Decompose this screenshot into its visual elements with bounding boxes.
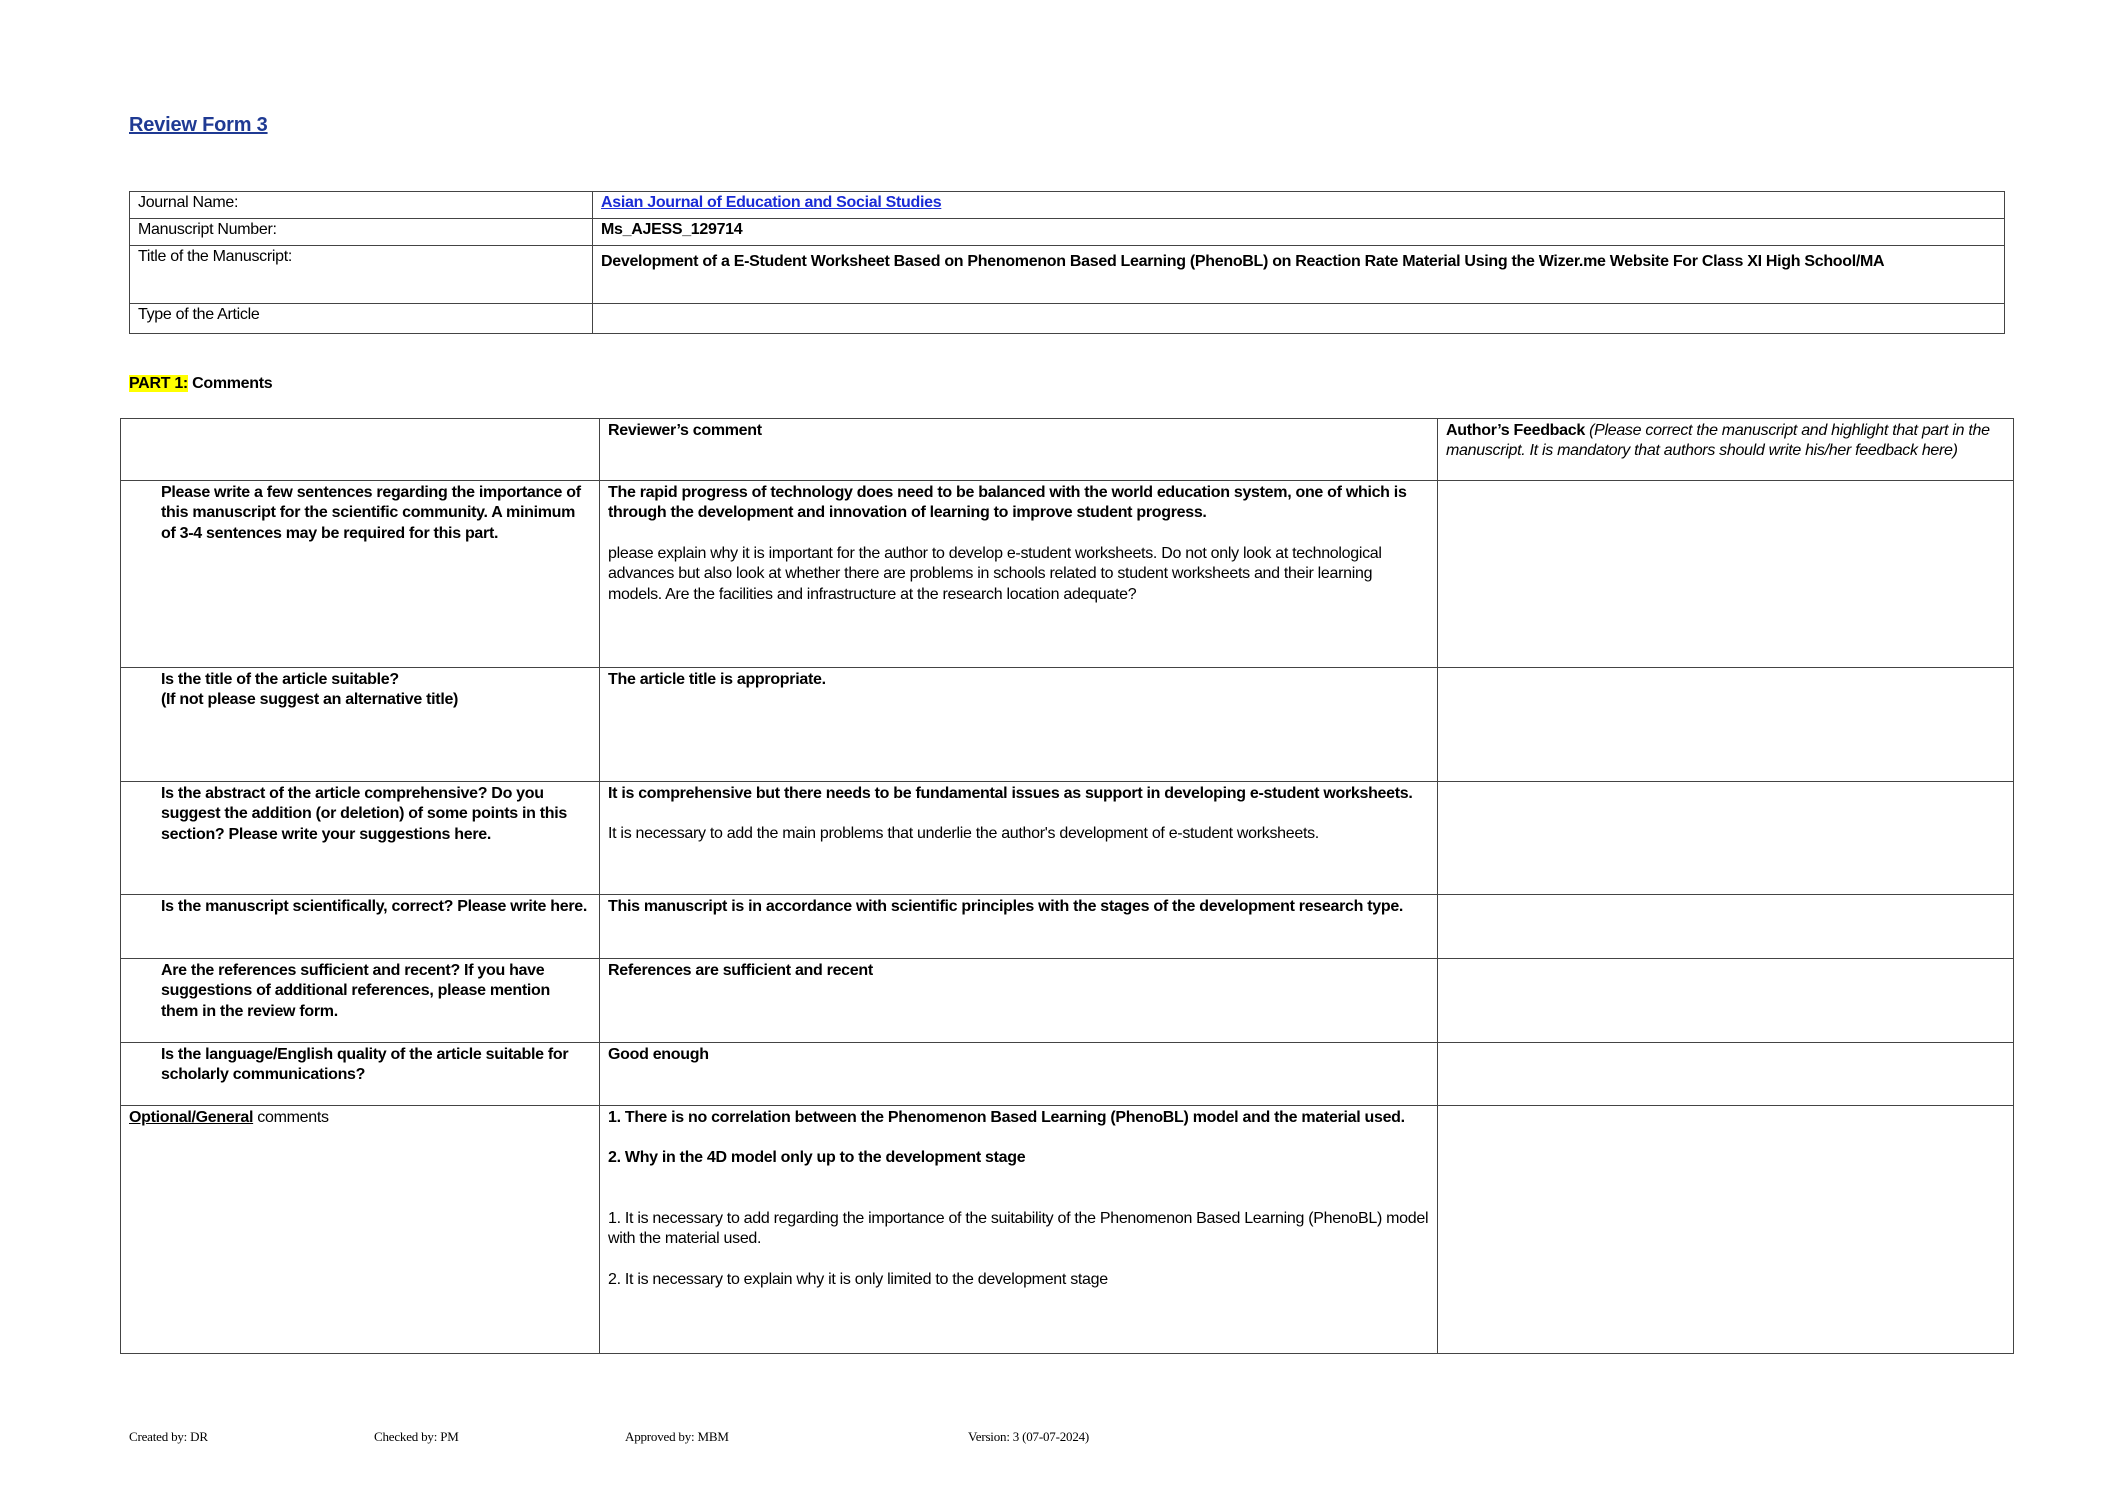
manuscript-info-table: [129, 191, 2005, 334]
footer-checked: Checked by: PM: [374, 1429, 459, 1444]
author-feedback-cell[interactable]: [1438, 782, 2014, 895]
reviewer-comment: References are sufficient and recent: [600, 959, 1438, 1043]
part-1-heading: PART 1: Comments: [129, 375, 273, 392]
question: Is the abstract of the article comprehensive? Do you suggest the addition (or deletion) of some points in this section? Please write your suggestions here.: [121, 782, 600, 895]
manuscript-number-label: Manuscript Number:: [130, 219, 593, 246]
table-row: [130, 192, 2005, 219]
question: Is the title of the article suitable? (If not please suggest an alternative title): [121, 668, 600, 782]
table-row: [121, 668, 2014, 782]
manuscript-number-value: Ms_AJESS_129714: [593, 219, 2005, 246]
table-row: [121, 895, 2014, 959]
table-row: [121, 1043, 2014, 1106]
author-feedback-cell[interactable]: [1438, 895, 2014, 959]
optional-comments: 1. There is no correlation between the Phenomenon Based Learning (PhenoBL) model and the material used. 2. Why in the 4D model only up to the development stage 1. It is necessary to add regarding the importance of the suitability of the Phenomenon Based Learning (PhenoBL) model with the material used. 2. It is necessary to explain why it is only limited to the development stage: [600, 1106, 1438, 1354]
reviewer-comment-header: Reviewer’s comment: [600, 419, 1438, 481]
table-row: [121, 782, 2014, 895]
reviewer-comment: This manuscript is in accordance with scientific principles with the stages of the development research type.: [600, 895, 1438, 959]
manuscript-title-value: Development of a E-Student Worksheet Based on Phenomenon Based Learning (PhenoBL) on Reaction Rate Material Using the Wizer.me Website For Class XI High School/MA: [593, 246, 2005, 304]
author-feedback-cell[interactable]: [1438, 481, 2014, 668]
author-feedback-header: Author’s Feedback (Please correct the manuscript and highlight that part in the manuscript. It is mandatory that authors should write his/her feedback here): [1438, 419, 2014, 481]
table-row: [130, 246, 2005, 304]
table-row-optional: [121, 1106, 2014, 1354]
question: Is the manuscript scientifically, correct? Please write here.: [121, 895, 600, 959]
page-title: Review Form 3: [129, 114, 268, 136]
reviewer-comment: It is comprehensive but there needs to be fundamental issues as support in developing e-student worksheets. It is necessary to add the main problems that underlie the author's development of e-student worksheets.: [600, 782, 1438, 895]
table-header-row: [121, 419, 2014, 481]
table-row: [121, 481, 2014, 668]
author-feedback-cell[interactable]: [1438, 668, 2014, 782]
journal-link[interactable]: Asian Journal of Education and Social Studies: [601, 194, 942, 211]
table-row: [130, 219, 2005, 246]
manuscript-title-label: Title of the Manuscript:: [130, 246, 593, 304]
author-feedback-cell[interactable]: [1438, 1106, 2014, 1354]
question: Please write a few sentences regarding the importance of this manuscript for the scientific community. A minimum of 3-4 sentences may be required for this part.: [121, 481, 600, 668]
optional-comments-label: Optional/General comments: [121, 1106, 600, 1354]
table-row: [130, 304, 2005, 334]
table-row: [121, 959, 2014, 1043]
reviewer-comment: The article title is appropriate.: [600, 668, 1438, 782]
footer-created: Created by: DR: [129, 1429, 208, 1444]
footer-approved: Approved by: MBM: [625, 1429, 729, 1444]
footer-version: Version: 3 (07-07-2024): [968, 1429, 1090, 1444]
author-feedback-cell[interactable]: [1438, 1043, 2014, 1106]
article-type-value: [593, 304, 2005, 334]
author-feedback-cell[interactable]: [1438, 959, 2014, 1043]
comments-table: [120, 418, 2014, 1354]
question: Is the language/English quality of the article suitable for scholarly communications?: [121, 1043, 600, 1106]
reviewer-comment: Good enough: [600, 1043, 1438, 1106]
reviewer-comment: The rapid progress of technology does need to be balanced with the world education system, one of which is through the development and innovation of learning to improve student progress. please explain why it is important for the author to develop e-student worksheets. Do not only look at technological advances but also look at whether there are problems in schools related to student worksheets and their learning models. Are the facilities and infrastructure at the research location adequate?: [600, 481, 1438, 668]
question: Are the references sufficient and recent? If you have suggestions of additional references, please mention them in the review form.: [121, 959, 600, 1043]
article-type-label: Type of the Article: [130, 304, 593, 334]
journal-label: Journal Name:: [130, 192, 593, 219]
